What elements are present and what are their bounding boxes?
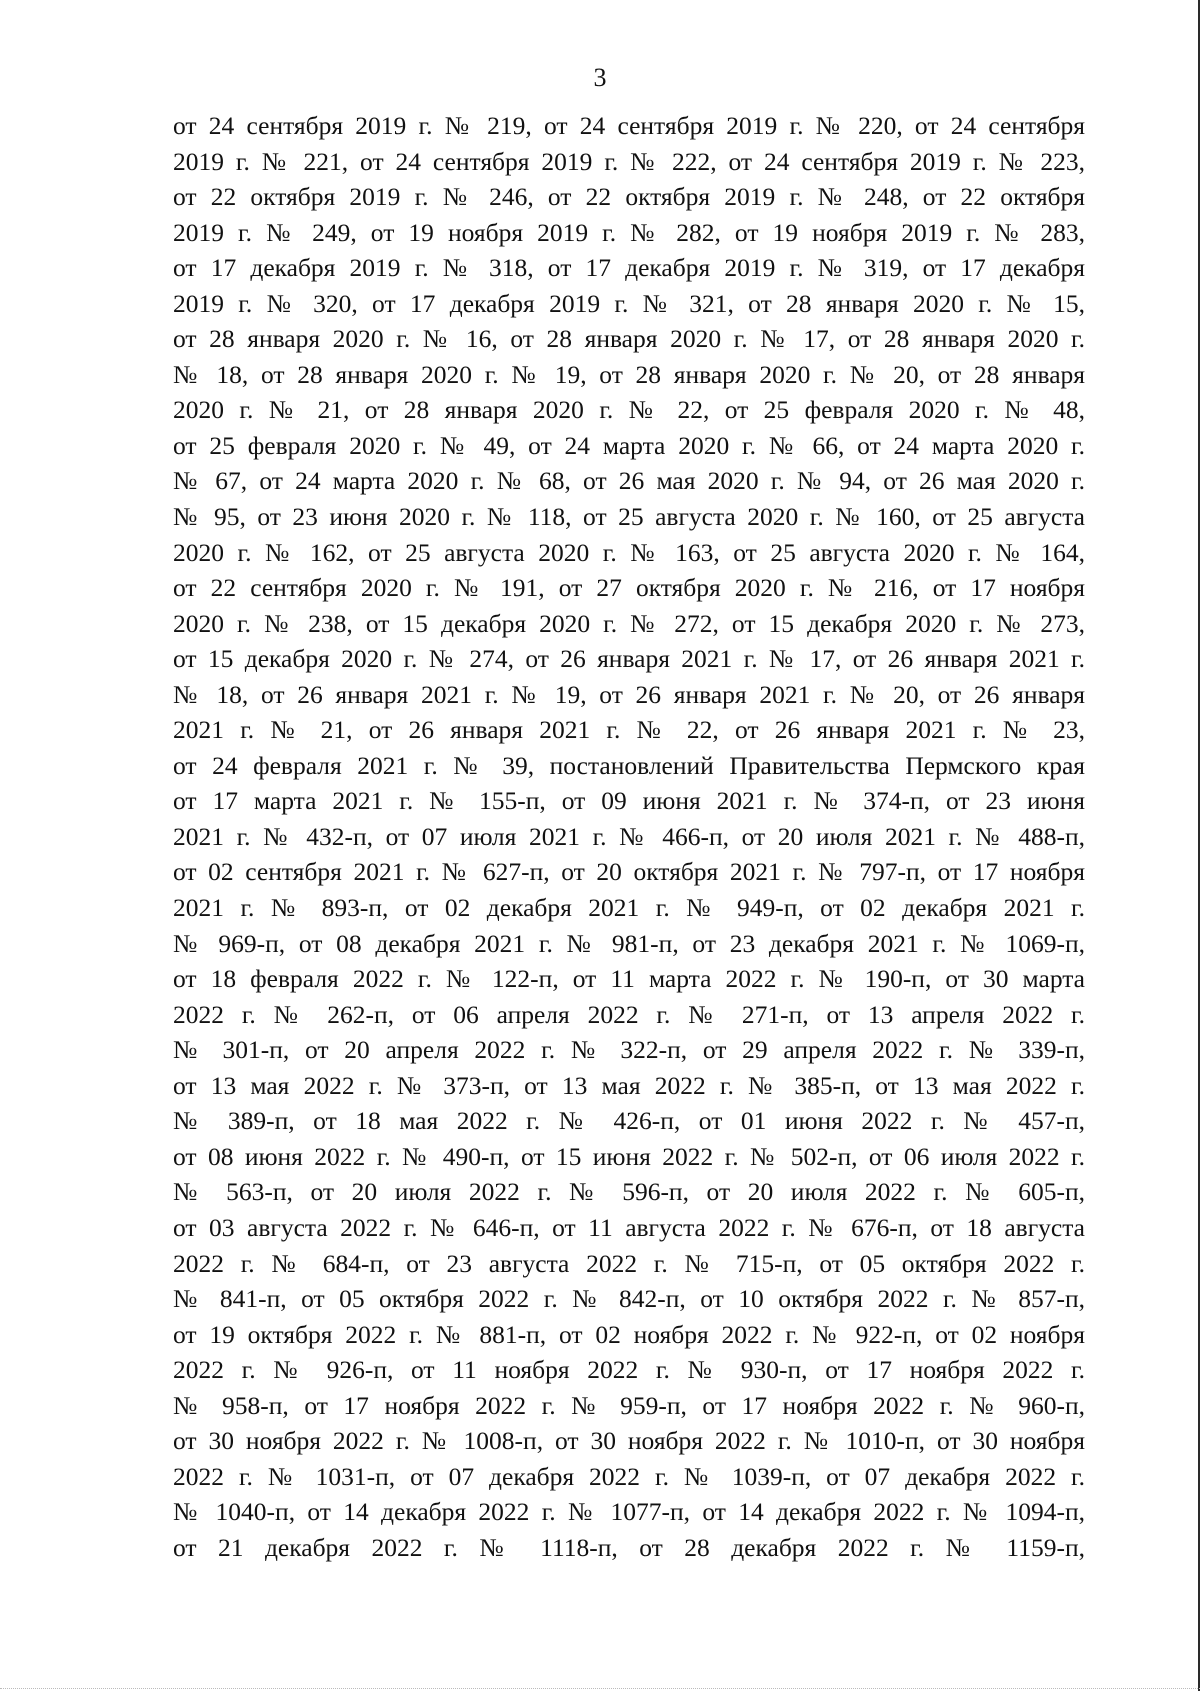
text-line: от 02 сентября 2021 г. № 627-п, от 20 октября 2021 г. № 797-п, от 17 ноября [173,857,1085,887]
body-paragraph [173,108,1085,1565]
text-line: 2020 г. № 162, от 25 августа 2020 г. № 163, от 25 августа 2020 г. № 164, [173,537,1085,567]
text-line: 2022 г. № 684-п, от 23 августа 2022 г. № 715-п, от 05 октября 2022 г. [173,1248,1085,1278]
text-line: 2021 г. № 893-п, от 02 декабря 2021 г. № 949-п, от 02 декабря 2021 г. [173,893,1085,923]
text-line: от 08 июня 2022 г. № 490-п, от 15 июня 2022 г. № 502-п, от 06 июля 2022 г. [173,1141,1085,1171]
text-line: от 03 августа 2022 г. № 646-п, от 11 августа 2022 г. № 676-п, от 18 августа [173,1212,1085,1242]
text-line: от 18 февраля 2022 г. № 122-п, от 11 марта 2022 г. № 190-п, от 30 марта [173,964,1085,994]
text-line: 2019 г. № 249, от 19 ноября 2019 г. № 282, от 19 ноября 2019 г. № 283, [173,217,1085,247]
scan-bottom-dots [0,1688,1200,1689]
text-line: № 18, от 26 января 2021 г. № 19, от 26 января 2021 г. № 20, от 26 января [173,679,1085,709]
text-line: 2022 г. № 262-п, от 06 апреля 2022 г. № 271-п, от 13 апреля 2022 г. [173,999,1085,1029]
text-line: № 841-п, от 05 октября 2022 г. № 842-п, от 10 октября 2022 г. № 857-п, [173,1284,1085,1314]
text-line: № 389-п, от 18 мая 2022 г. № 426-п, от 01 июня 2022 г. № 457-п, [173,1106,1085,1136]
text-line: № 95, от 23 июня 2020 г. № 118, от 25 августа 2020 г. № 160, от 25 августа [173,502,1085,532]
text-line: 2021 г. № 432-п, от 07 июля 2021 г. № 466-п, от 20 июля 2021 г. № 488-п, [173,821,1085,851]
text-line: № 958-п, от 17 ноября 2022 г. № 959-п, от 17 ноября 2022 г. № 960-п, [173,1390,1085,1420]
text-line: 2022 г. № 926-п, от 11 ноября 2022 г. № 930-п, от 17 ноября 2022 г. [173,1355,1085,1385]
text-line: № 1040-п, от 14 декабря 2022 г. № 1077-п, от 14 декабря 2022 г. № 1094-п, [173,1497,1085,1527]
text-line: № 563-п, от 20 июля 2022 г. № 596-п, от 20 июля 2022 г. № 605-п, [173,1177,1085,1207]
text-line: 2019 г. № 320, от 17 декабря 2019 г. № 321, от 28 января 2020 г. № 15, [173,288,1085,318]
text-line: от 17 декабря 2019 г. № 318, от 17 декабря 2019 г. № 319, от 17 декабря [173,253,1085,283]
text-line: от 22 октября 2019 г. № 246, от 22 октября 2019 г. № 248, от 22 октября [173,182,1085,212]
text-line: 2020 г. № 238, от 15 декабря 2020 г. № 272, от 15 декабря 2020 г. № 273, [173,608,1085,638]
text-line: от 17 марта 2021 г. № 155-п, от 09 июня 2021 г. № 374-п, от 23 июня [173,786,1085,816]
text-line: от 28 января 2020 г. № 16, от 28 января 2020 г. № 17, от 28 января 2020 г. [173,324,1085,354]
text-line: 2019 г. № 221, от 24 сентября 2019 г. № 222, от 24 сентября 2019 г. № 223, [173,146,1085,176]
text-line: от 21 декабря 2022 г. № 1118-п, от 28 декабря 2022 г. № 1159-п, [173,1532,1085,1562]
text-line: от 24 февраля 2021 г. № 39, постановлений Правительства Пермского края [173,750,1085,780]
text-line: от 22 сентября 2020 г. № 191, от 27 октября 2020 г. № 216, от 17 ноября [173,573,1085,603]
text-line: 2020 г. № 21, от 28 января 2020 г. № 22, от 25 февраля 2020 г. № 48, [173,395,1085,425]
text-line: от 13 мая 2022 г. № 373-п, от 13 мая 2022 г. № 385-п, от 13 мая 2022 г. [173,1070,1085,1100]
text-line: от 30 ноября 2022 г. № 1008-п, от 30 ноября 2022 г. № 1010-п, от 30 ноября [173,1426,1085,1456]
text-line: № 18, от 28 января 2020 г. № 19, от 28 января 2020 г. № 20, от 28 января [173,359,1085,389]
text-line: 2021 г. № 21, от 26 января 2021 г. № 22, от 26 января 2021 г. № 23, [173,715,1085,745]
text-line: № 969-п, от 08 декабря 2021 г. № 981-п, от 23 декабря 2021 г. № 1069-п, [173,928,1085,958]
text-line: от 19 октября 2022 г. № 881-п, от 02 ноября 2022 г. № 922-п, от 02 ноября [173,1319,1085,1349]
text-line: от 15 декабря 2020 г. № 274, от 26 января 2021 г. № 17, от 26 января 2021 г. [173,644,1085,674]
text-line: № 67, от 24 марта 2020 г. № 68, от 26 мая 2020 г. № 94, от 26 мая 2020 г. [173,466,1085,496]
text-line: № 301-п, от 20 апреля 2022 г. № 322-п, от 29 апреля 2022 г. № 339-п, [173,1035,1085,1065]
text-line: от 24 сентября 2019 г. № 219, от 24 сентября 2019 г. № 220, от 24 сентября [173,111,1085,140]
text-line: от 25 февраля 2020 г. № 49, от 24 марта 2020 г. № 66, от 24 марта 2020 г. [173,430,1085,460]
page-number: 3 [593,63,607,92]
text-line: 2022 г. № 1031-п, от 07 декабря 2022 г. № 1039-п, от 07 декабря 2022 г. [173,1461,1085,1491]
